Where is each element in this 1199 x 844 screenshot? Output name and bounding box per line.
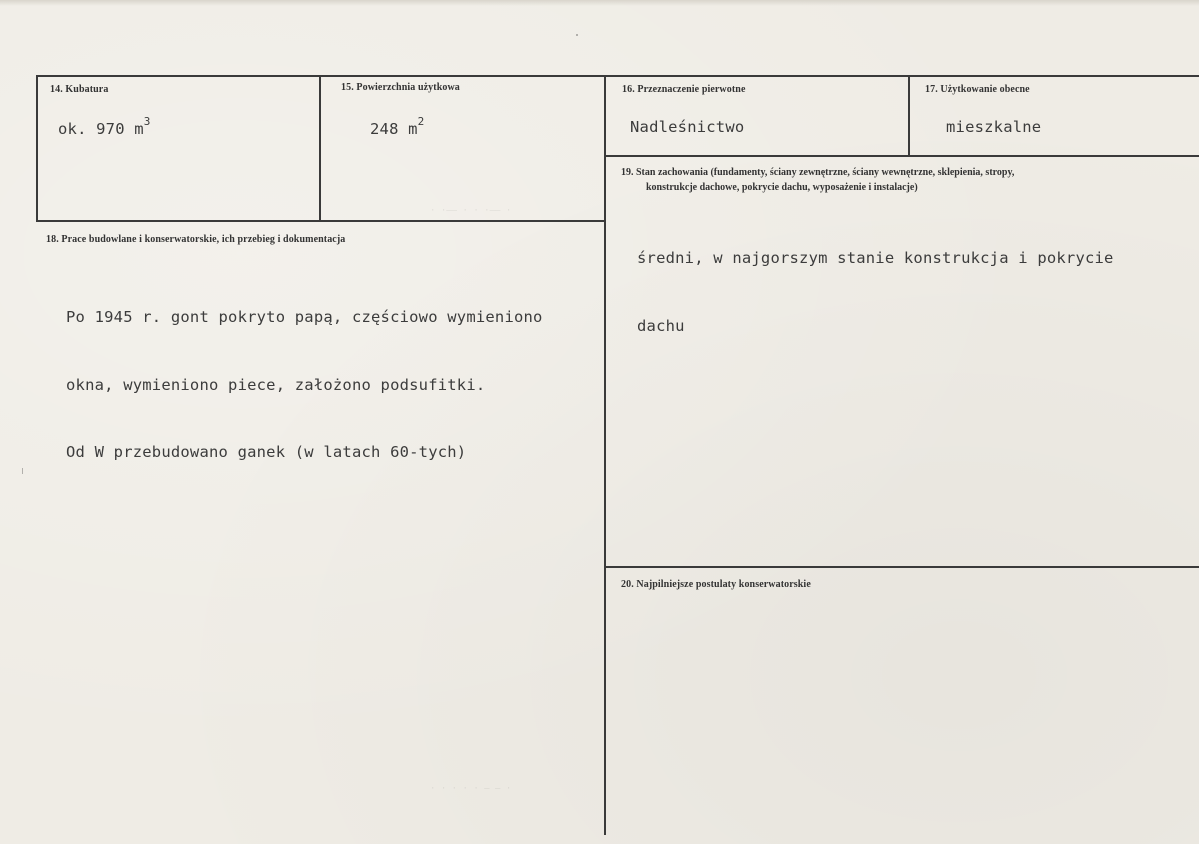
field-15-value-exponent: 2 bbox=[417, 115, 425, 128]
field-19-label-line2: konstrukcje dachowe, pokrycie dachu, wyposażenie i instalacje) bbox=[646, 182, 918, 193]
field-19-line: dachu bbox=[637, 316, 685, 335]
rule-above-20 bbox=[604, 566, 1199, 568]
left-rule bbox=[36, 75, 38, 222]
divider-16-17 bbox=[908, 75, 910, 155]
field-14-label: 14. Kubatura bbox=[50, 84, 109, 95]
field-19-label-line1: 19. Stan zachowania (fundamenty, ściany zewnętrzne, ściany wewnętrzne, sklepienia, stropy, bbox=[621, 167, 1015, 178]
paper-speck bbox=[22, 468, 23, 474]
top-rule bbox=[36, 75, 1199, 77]
field-16-label: 16. Przeznaczenie pierwotne bbox=[622, 84, 746, 95]
field-19-line: średni, w najgorszym stanie konstrukcja i pokrycie bbox=[637, 249, 1114, 267]
field-17-value: mieszkalne bbox=[946, 118, 1042, 136]
field-14-value-exponent: 3 bbox=[143, 115, 151, 128]
field-15-label: 15. Powierzchnia użytkowa bbox=[341, 82, 460, 93]
card-top-edge bbox=[0, 0, 1199, 6]
field-18-line: Od W przebudowano ganek (w latach 60-tych) bbox=[66, 443, 467, 461]
field-14-value-text: ok. 970 m bbox=[58, 120, 144, 139]
divider-14-15 bbox=[319, 75, 321, 222]
field-18-line: okna, wymieniono piece, założono podsufitki. bbox=[66, 375, 486, 394]
divider-15-16 bbox=[604, 75, 606, 835]
field-17-label: 17. Użytkowanie obecne bbox=[925, 84, 1030, 95]
field-19-text bbox=[637, 202, 1114, 382]
field-16-value: Nadleśnictwo bbox=[630, 118, 745, 136]
field-18-text bbox=[66, 261, 543, 509]
show-through-marks: · ·—— · · ·—— · bbox=[430, 206, 512, 216]
field-18-label: 18. Prace budowlane i konserwatorskie, ich przebieg i dokumentacja bbox=[46, 234, 346, 245]
field-19-label bbox=[621, 165, 1014, 195]
rule-under-14-15 bbox=[36, 220, 606, 222]
show-through-marks: · · · · · — — · bbox=[430, 784, 512, 794]
field-20-label: 20. Najpilniejsze postulaty konserwatorskie bbox=[621, 579, 811, 590]
rule-under-16-17 bbox=[604, 155, 1199, 157]
field-14-value bbox=[58, 115, 151, 139]
paper-speck bbox=[576, 34, 578, 36]
field-15-value bbox=[370, 115, 425, 139]
field-18-line: Po 1945 r. gont pokryto papą, częściowo wymieniono bbox=[66, 308, 543, 326]
field-15-value-text: 248 m bbox=[370, 120, 418, 139]
